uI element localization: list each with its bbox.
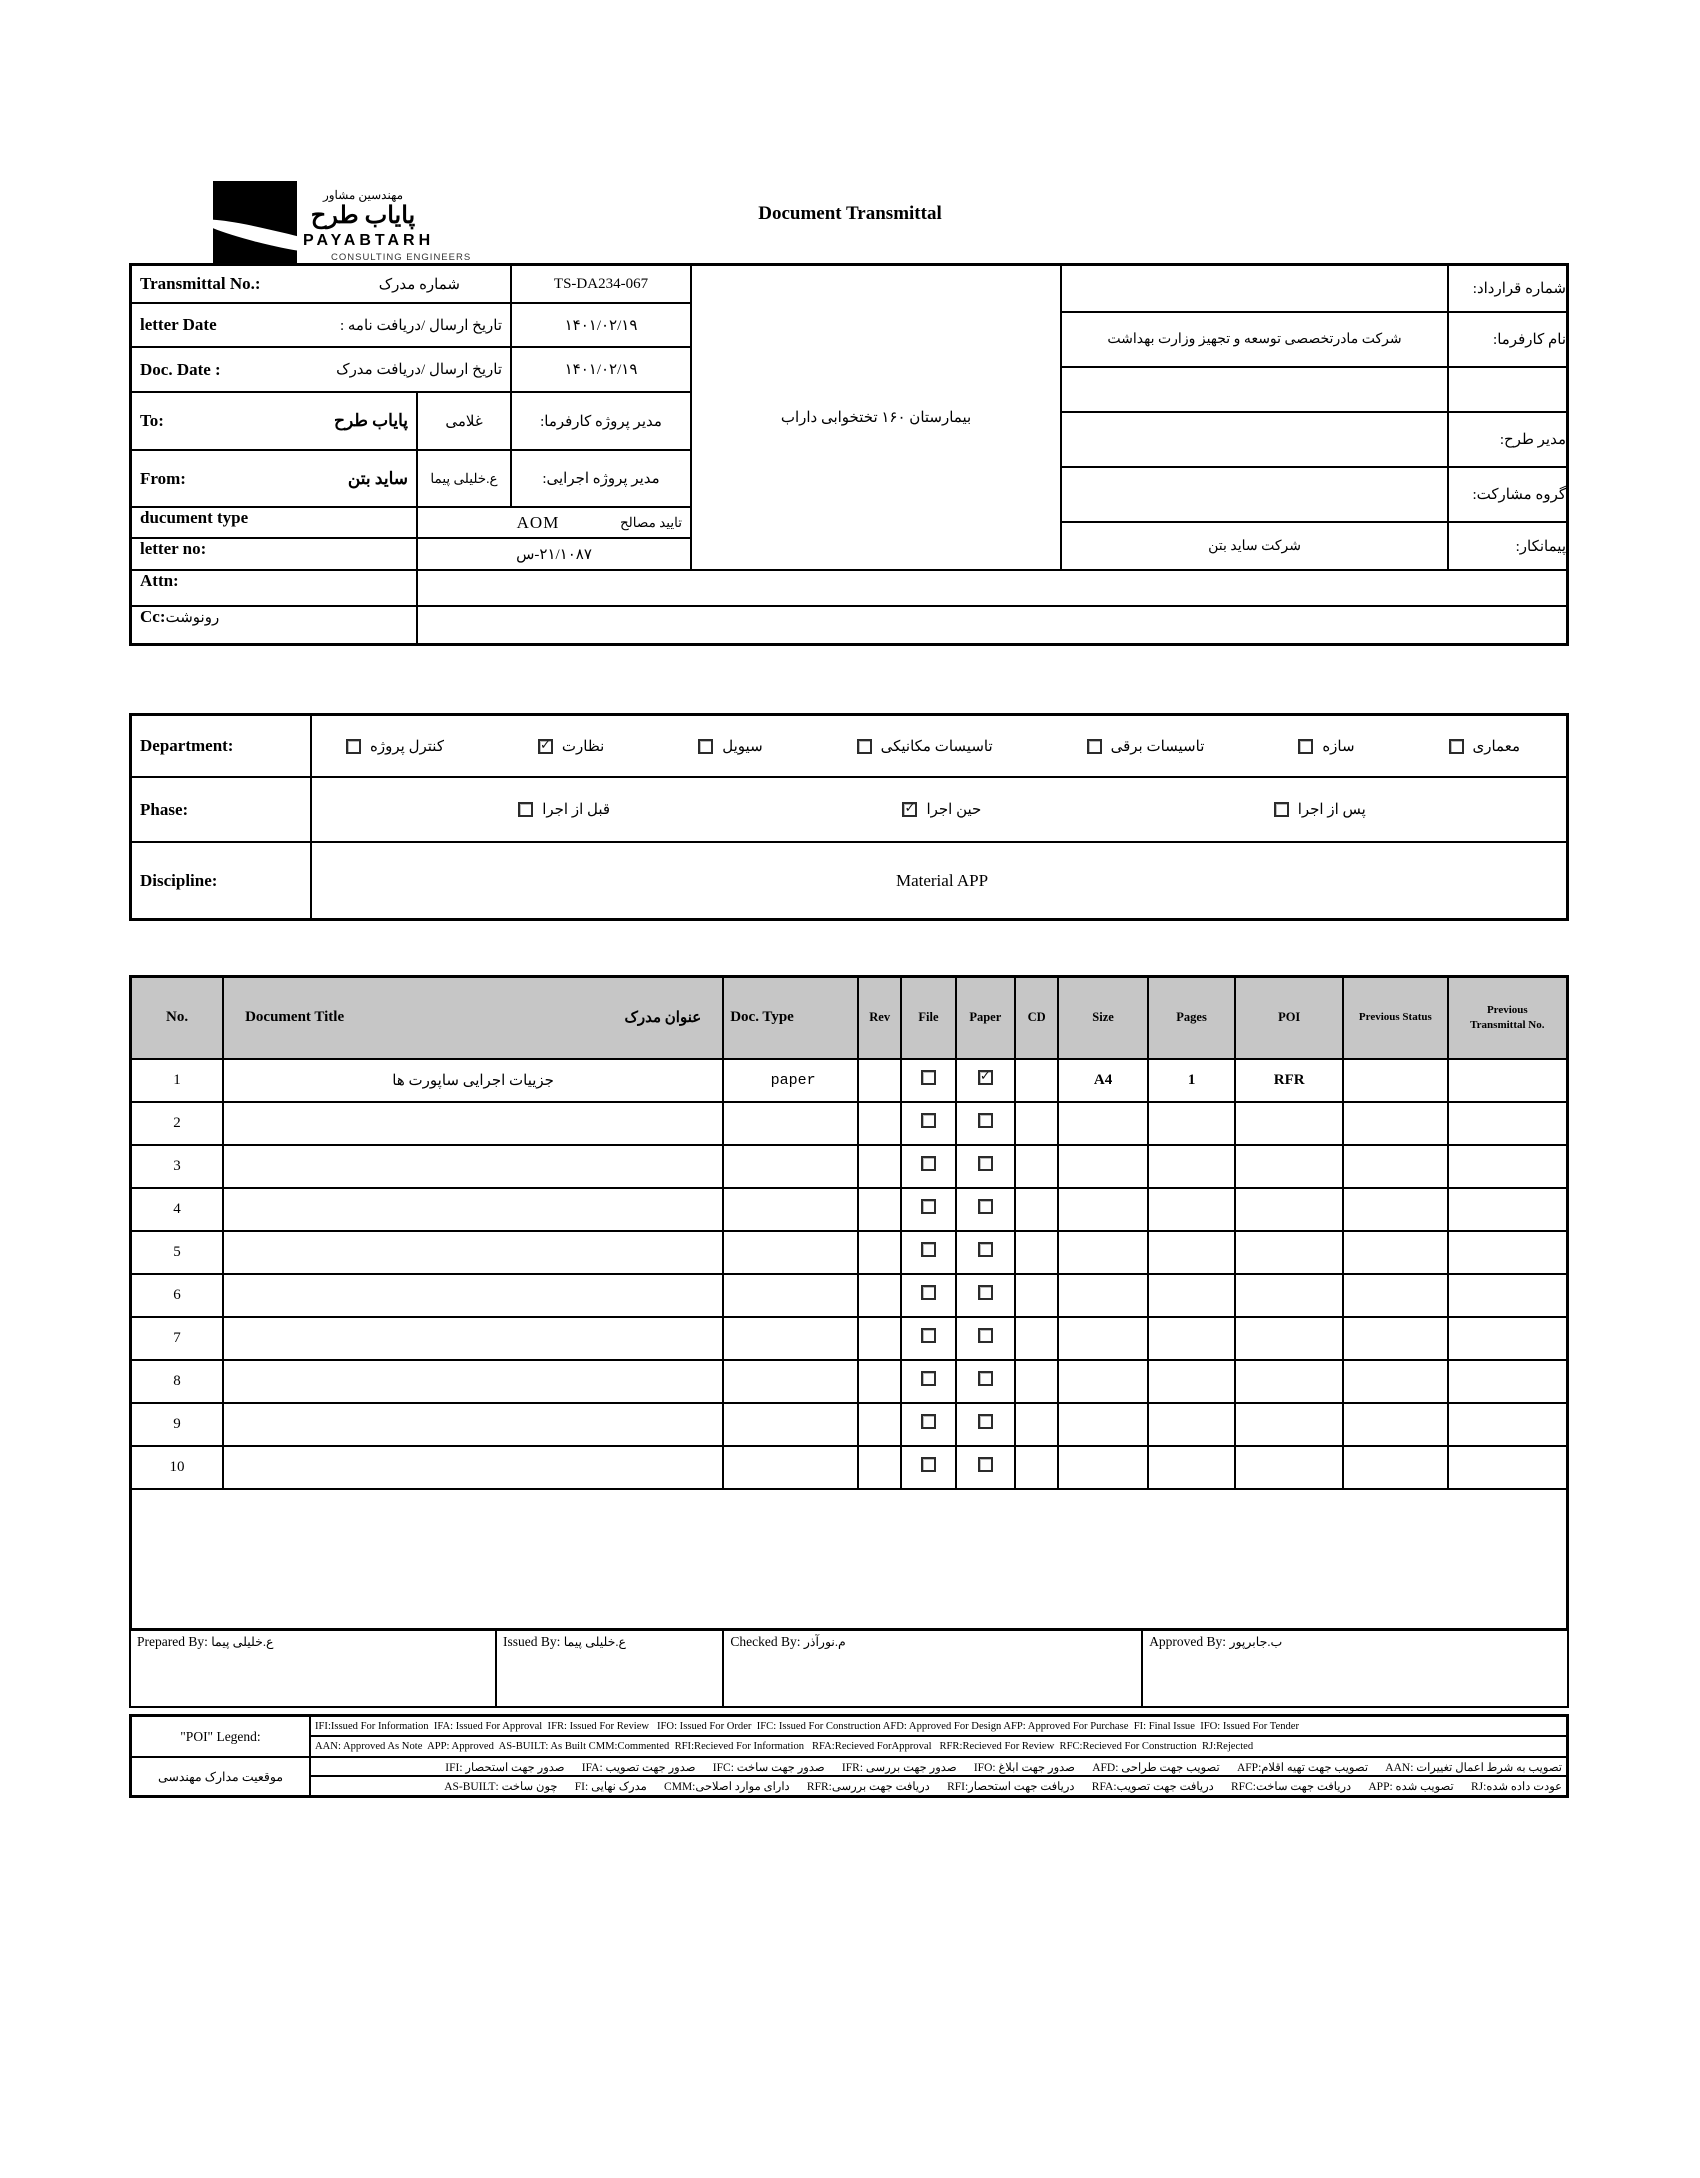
- cell-title: [223, 1360, 723, 1403]
- cell-rev: [858, 1145, 901, 1188]
- cell-pages: [1148, 1145, 1236, 1188]
- cell-doc-type: [723, 1446, 858, 1489]
- document-type-fa: تایید مصالح: [619, 514, 682, 530]
- letter-date-label-cell: [132, 304, 512, 348]
- brand-fa-small: مهندسین مشاور: [322, 188, 404, 202]
- cell-doc-type: [723, 1317, 858, 1360]
- signature-cell-prepared-by: [131, 1630, 497, 1706]
- cell-title: جزییات اجرایی ساپورت ها: [223, 1059, 723, 1102]
- cell-cd: [1015, 1145, 1058, 1188]
- checkbox-department-2[interactable]: [1087, 739, 1102, 754]
- checkbox-file-row-10[interactable]: [921, 1457, 936, 1472]
- table-row: [131, 1231, 1568, 1274]
- header-file: File: [901, 977, 955, 1059]
- cell-no: 2: [131, 1102, 224, 1145]
- from-cell: [132, 451, 418, 508]
- doc-date-label-cell: [132, 348, 512, 393]
- cell-pages: [1148, 1274, 1236, 1317]
- checkbox-file-row-4[interactable]: [921, 1199, 936, 1214]
- transmittal-no-value: TS-DA234-067: [512, 266, 692, 304]
- checkbox-file-row-1[interactable]: [921, 1070, 936, 1085]
- document-type-label-cell: [132, 508, 418, 539]
- signature-cell-checked-by: [724, 1630, 1143, 1706]
- checkbox-phase-0[interactable]: [1274, 802, 1289, 817]
- department-option-label: نظارت: [561, 738, 605, 755]
- cell-no: 1: [131, 1059, 224, 1102]
- checkbox-phase-1[interactable]: [902, 802, 917, 817]
- cell-title: [223, 1102, 723, 1145]
- attn-value-cell: [418, 571, 1569, 607]
- from-label: From:: [140, 468, 186, 488]
- cell-cd: [1015, 1403, 1058, 1446]
- cell-rev: [858, 1102, 901, 1145]
- checkbox-department-0[interactable]: [1449, 739, 1464, 754]
- poi-legend-en-row-1: IFI:Issued For Information IFA: Issued For Approval IFR: Issued For Review IFO: Issued For Order IFC: Issued For Construction AFD: Approved For Design AFP: Approved For Purchase FI: Final Issue IFO: Issued For Tender: [311, 1717, 1566, 1737]
- to-person: غلامی: [418, 393, 512, 451]
- cell-prev-status: [1343, 1403, 1448, 1446]
- signature-name: م.نورآذر: [803, 1635, 846, 1649]
- signature-cell-issued-by: [497, 1630, 724, 1706]
- cell-prev-status: [1343, 1274, 1448, 1317]
- cell-prev-transmittal: [1448, 1188, 1568, 1231]
- checkbox-file-row-7[interactable]: [921, 1328, 936, 1343]
- poi-legend-label: "POI" Legend:: [132, 1717, 311, 1758]
- cell-no: 5: [131, 1231, 224, 1274]
- cell-prev-transmittal: [1448, 1274, 1568, 1317]
- department-options: [312, 716, 1569, 778]
- blank-area-row: [131, 1489, 1568, 1630]
- cell-size: [1058, 1317, 1148, 1360]
- cc-label-fa: رونوشت: [165, 610, 220, 626]
- cell-size: [1058, 1145, 1148, 1188]
- cell-file: [901, 1231, 955, 1274]
- cell-cd: [1015, 1102, 1058, 1145]
- checkbox-paper-row-8[interactable]: [978, 1371, 993, 1386]
- to-role: مدیر پروژه کارفرما:: [512, 393, 692, 451]
- attn-label-cell: [132, 571, 418, 607]
- checkbox-paper-row-10[interactable]: [978, 1457, 993, 1472]
- cell-prev-transmittal: [1448, 1145, 1568, 1188]
- cell-prev-transmittal: [1448, 1231, 1568, 1274]
- cell-title: [223, 1317, 723, 1360]
- cell-poi: [1235, 1145, 1343, 1188]
- cell-prev-status: [1343, 1145, 1448, 1188]
- cell-paper: [956, 1317, 1015, 1360]
- cell-no: 7: [131, 1317, 224, 1360]
- cell-rev: [858, 1317, 901, 1360]
- document-type-value-cell: [418, 508, 692, 539]
- phase-option: [902, 800, 981, 819]
- checkbox-file-row-6[interactable]: [921, 1285, 936, 1300]
- letter-date-label-fa: تاریخ ارسال /دریافت نامه :: [339, 317, 502, 334]
- phase-option: [1274, 800, 1366, 819]
- poi-legend-table: [129, 1714, 1569, 1798]
- cell-title: [223, 1274, 723, 1317]
- document-type-label: ducument type: [140, 508, 249, 527]
- cell-prev-transmittal: [1448, 1317, 1568, 1360]
- cell-size: [1058, 1446, 1148, 1489]
- cell-doc-type: [723, 1102, 858, 1145]
- cell-no: 6: [131, 1274, 224, 1317]
- header-title-fa: عنوان مدرک: [624, 1010, 702, 1027]
- transmittal-info-table: [129, 263, 1569, 646]
- contractor-value: شرکت ساید بتن: [1062, 523, 1449, 571]
- cell-prev-transmittal: [1448, 1446, 1568, 1489]
- cell-doc-type: [723, 1145, 858, 1188]
- cell-title: [223, 1188, 723, 1231]
- cell-prev-status: [1343, 1059, 1448, 1102]
- cell-doc-type: paper: [723, 1059, 858, 1102]
- cell-prev-status: [1343, 1102, 1448, 1145]
- cell-doc-type: [723, 1274, 858, 1317]
- cell-file: [901, 1403, 955, 1446]
- checkbox-department-1[interactable]: [1298, 739, 1313, 754]
- checkbox-file-row-2[interactable]: [921, 1113, 936, 1128]
- design-manager-value: [1062, 413, 1449, 468]
- phase-label: Phase:: [132, 778, 312, 843]
- from-company: ساید بتن: [347, 468, 408, 488]
- empty-row-value: [1062, 368, 1449, 413]
- to-cell: [132, 393, 418, 451]
- classification-table: [129, 713, 1569, 921]
- cell-paper: [956, 1403, 1015, 1446]
- checkbox-file-row-8[interactable]: [921, 1371, 936, 1386]
- cell-file: [901, 1446, 955, 1489]
- header-pages: Pages: [1148, 977, 1236, 1059]
- cell-poi: [1235, 1317, 1343, 1360]
- cell-poi: [1235, 1231, 1343, 1274]
- cell-cd: [1015, 1188, 1058, 1231]
- header-cd: CD: [1015, 977, 1058, 1059]
- discipline-label: Discipline:: [132, 843, 312, 918]
- department-option-label: سازه: [1322, 738, 1355, 755]
- table-row: [131, 1403, 1568, 1446]
- cell-pages: [1148, 1360, 1236, 1403]
- cell-pages: [1148, 1317, 1236, 1360]
- cell-doc-type: [723, 1188, 858, 1231]
- transmittal-no-label-cell: [132, 266, 512, 304]
- header-previous-transmittal: Previous Transmittal No.: [1448, 977, 1568, 1059]
- cell-size: [1058, 1403, 1148, 1446]
- header-title-en: Document Title: [245, 1009, 345, 1026]
- header-doc-type: Doc. Type: [723, 977, 858, 1059]
- checkbox-paper-row-2[interactable]: [978, 1113, 993, 1128]
- checkbox-paper-row-9[interactable]: [978, 1414, 993, 1429]
- signature-label: Issued By:: [502, 1634, 564, 1649]
- client-name-value: شرکت مادرتخصصی توسعه و تجهیز وزارت بهداشت: [1062, 313, 1449, 368]
- cell-file: [901, 1274, 955, 1317]
- cell-title: [223, 1145, 723, 1188]
- checkbox-paper-row-1[interactable]: [978, 1070, 993, 1085]
- transmittal-no-label-fa: شماره مدرک: [378, 276, 460, 293]
- cell-pages: [1148, 1188, 1236, 1231]
- department-option-label: تاسیسات مکانیکی: [880, 738, 993, 755]
- table-row: [131, 1059, 1568, 1102]
- empty-row-label: [1449, 368, 1569, 413]
- cell-paper: [956, 1145, 1015, 1188]
- phase-option-label: پس از اجرا: [1297, 802, 1366, 818]
- cell-cd: [1015, 1059, 1058, 1102]
- cell-prev-status: [1343, 1446, 1448, 1489]
- jv-group-label: گروه مشارکت:: [1449, 468, 1569, 523]
- cell-doc-type: [723, 1360, 858, 1403]
- cell-size: [1058, 1188, 1148, 1231]
- signatures-row: [129, 1628, 1569, 1708]
- header-previous-status: Previous Status: [1343, 977, 1448, 1059]
- cell-paper: [956, 1188, 1015, 1231]
- header-size: Size: [1058, 977, 1148, 1059]
- cell-rev: [858, 1188, 901, 1231]
- cell-title: [223, 1446, 723, 1489]
- cc-label-en: Cc:: [140, 607, 166, 626]
- cell-pages: [1148, 1231, 1236, 1274]
- cell-poi: [1235, 1446, 1343, 1489]
- project-name-cell: بیمارستان ۱۶۰ تختخوابی داراب: [692, 266, 1062, 571]
- contract-no-value: [1062, 266, 1449, 313]
- letter-date-value: ۱۴۰۱/۰۲/۱۹: [512, 304, 692, 348]
- cell-prev-transmittal: [1448, 1059, 1568, 1102]
- cell-cd: [1015, 1317, 1058, 1360]
- table-row: [131, 1360, 1568, 1403]
- cell-poi: [1235, 1360, 1343, 1403]
- cell-doc-type: [723, 1231, 858, 1274]
- cell-prev-transmittal: [1448, 1102, 1568, 1145]
- cell-poi: [1235, 1102, 1343, 1145]
- cell-prev-transmittal: [1448, 1403, 1568, 1446]
- phase-option-label: قبل از اجرا: [542, 802, 611, 818]
- phase-options: [312, 778, 1569, 843]
- cell-file: [901, 1317, 955, 1360]
- cell-cd: [1015, 1360, 1058, 1403]
- cell-prev-status: [1343, 1231, 1448, 1274]
- letter-date-label-en: letter Date: [140, 315, 217, 334]
- doc-date-value: ۱۴۰۱/۰۲/۱۹: [512, 348, 692, 393]
- department-option: [698, 737, 762, 756]
- table-row: [131, 1274, 1568, 1317]
- table-header-row: [131, 977, 1568, 1059]
- cell-title: [223, 1231, 723, 1274]
- to-label: To:: [140, 411, 164, 430]
- signature-label: Approved By:: [1149, 1634, 1230, 1649]
- cell-file: [901, 1188, 955, 1231]
- checkbox-paper-row-4[interactable]: [978, 1199, 993, 1214]
- department-option-label: معماری: [1472, 738, 1520, 755]
- cell-poi: [1235, 1274, 1343, 1317]
- cell-paper: [956, 1446, 1015, 1489]
- checkbox-department-3[interactable]: [857, 739, 872, 754]
- cell-paper: [956, 1274, 1015, 1317]
- cell-size: A4: [1058, 1059, 1148, 1102]
- signature-name: ع.خلیلی پیما: [211, 1635, 274, 1649]
- cell-size: [1058, 1231, 1148, 1274]
- cell-size: [1058, 1102, 1148, 1145]
- contract-no-label: شماره قرارداد:: [1449, 266, 1569, 313]
- cell-pages: [1148, 1102, 1236, 1145]
- attn-label: Attn:: [140, 571, 179, 590]
- cell-doc-type: [723, 1403, 858, 1446]
- phase-option: [518, 800, 610, 819]
- department-option: [538, 737, 604, 756]
- table-row: [131, 1145, 1568, 1188]
- brand-fa-name: پایاب طرح: [310, 203, 416, 229]
- design-manager-label: مدیر طرح:: [1449, 413, 1569, 468]
- checkbox-department-4[interactable]: [698, 739, 713, 754]
- checkbox-paper-row-6[interactable]: [978, 1285, 993, 1300]
- cell-file: [901, 1145, 955, 1188]
- cell-prev-status: [1343, 1317, 1448, 1360]
- checkbox-file-row-3[interactable]: [921, 1156, 936, 1171]
- signature-label: Checked By:: [730, 1634, 804, 1649]
- from-role: مدیر پروژه اجرایی:: [512, 451, 692, 508]
- header-paper: Paper: [956, 977, 1015, 1059]
- phase-option-label: حین اجرا: [926, 802, 982, 818]
- header-poi: POI: [1235, 977, 1343, 1059]
- cell-cd: [1015, 1274, 1058, 1317]
- cell-pages: [1148, 1446, 1236, 1489]
- checkbox-paper-row-5[interactable]: [978, 1242, 993, 1257]
- cell-file: [901, 1102, 955, 1145]
- header-document-title: [223, 977, 723, 1059]
- cell-paper: [956, 1360, 1015, 1403]
- contractor-label: پیمانکار:: [1449, 523, 1569, 571]
- jv-group-value: [1062, 468, 1449, 523]
- blank-area-cell: [131, 1489, 1568, 1630]
- cell-paper: [956, 1059, 1015, 1102]
- department-option: [1298, 737, 1354, 756]
- cell-cd: [1015, 1446, 1058, 1489]
- checkbox-paper-row-3[interactable]: [978, 1156, 993, 1171]
- transmittal-no-label-en: Transmittal No.:: [140, 274, 261, 293]
- cc-value-cell: [418, 607, 1569, 643]
- cell-no: 10: [131, 1446, 224, 1489]
- cell-poi: [1235, 1188, 1343, 1231]
- checkbox-paper-row-7[interactable]: [978, 1328, 993, 1343]
- cell-title: [223, 1403, 723, 1446]
- document-list-table: [129, 975, 1569, 1631]
- checkbox-department-5[interactable]: [538, 739, 553, 754]
- department-option-label: کنترل پروژه: [370, 738, 444, 755]
- client-name-label: نام کارفرما:: [1449, 313, 1569, 368]
- header-rev: Rev: [858, 977, 901, 1059]
- company-brand: [303, 188, 533, 263]
- letter-no-label: letter no:: [140, 539, 207, 558]
- page-title: Document Transmittal: [758, 203, 942, 224]
- checkbox-file-row-9[interactable]: [921, 1414, 936, 1429]
- department-option-label: سیویل: [722, 738, 763, 755]
- letter-no-value: ۲۱/۱۰۸۷-س: [418, 539, 692, 571]
- table-row: [131, 1317, 1568, 1360]
- table-row: [131, 1102, 1568, 1145]
- checkbox-department-6[interactable]: [346, 739, 361, 754]
- discipline-value: Material APP: [895, 870, 989, 890]
- department-option: [1087, 737, 1205, 756]
- header-no: No.: [131, 977, 224, 1059]
- table-row: [131, 1188, 1568, 1231]
- cell-rev: [858, 1274, 901, 1317]
- document-type-value: AOM: [516, 512, 560, 532]
- cell-poi: RFR: [1235, 1059, 1343, 1102]
- cell-rev: [858, 1403, 901, 1446]
- signature-label: Prepared By:: [137, 1634, 212, 1649]
- poi-legend-fa-row-1: تصویب به شرط اعمال تغییرات :AAN تصویب جهت تهیه اقلام:AFP تصویب جهت طراحی :AFD صدور جهت ابلاغ :IFO صدور جهت بررسی :IFR صدور جهت ساخت :IFC صدور جهت تصویب :IFA صدور جهت استحصار :IFI: [311, 1758, 1566, 1777]
- cell-paper: [956, 1102, 1015, 1145]
- checkbox-file-row-5[interactable]: [921, 1242, 936, 1257]
- cell-pages: 1: [1148, 1059, 1236, 1102]
- cell-file: [901, 1059, 955, 1102]
- cell-prev-status: [1343, 1360, 1448, 1403]
- cell-pages: [1148, 1403, 1236, 1446]
- signature-cell-approved-by: [1143, 1630, 1567, 1706]
- department-option: [1449, 737, 1521, 756]
- department-option: [857, 737, 993, 756]
- brand-en-name: PAYABTARH: [303, 232, 435, 250]
- cc-label-cell: [132, 607, 418, 643]
- doc-date-label-en: Doc. Date :: [140, 359, 221, 379]
- cell-no: 9: [131, 1403, 224, 1446]
- brand-en-subtitle: CONSULTING ENGINEERS: [331, 252, 472, 264]
- checkbox-phase-2[interactable]: [518, 802, 533, 817]
- to-company: پایاب طرح: [334, 411, 408, 430]
- cell-rev: [858, 1059, 901, 1102]
- table-row: [131, 1446, 1568, 1489]
- cell-file: [901, 1360, 955, 1403]
- department-option: [346, 737, 444, 756]
- signature-name: ب.جابرپور: [1229, 1635, 1283, 1649]
- cell-prev-status: [1343, 1188, 1448, 1231]
- signature-name: ع.خلیلی پیما: [563, 1635, 626, 1649]
- cell-rev: [858, 1231, 901, 1274]
- cell-no: 8: [131, 1360, 224, 1403]
- doc-date-label-fa: تاریخ ارسال /دریافت مدرک: [336, 362, 502, 378]
- cell-no: 4: [131, 1188, 224, 1231]
- cell-size: [1058, 1274, 1148, 1317]
- letter-no-label-cell: [132, 539, 418, 571]
- department-label: Department:: [132, 716, 312, 778]
- department-option-label: تاسیسات برقی: [1110, 738, 1205, 755]
- cell-size: [1058, 1360, 1148, 1403]
- from-person: ع.خلیلی پیما: [418, 451, 512, 508]
- cell-paper: [956, 1231, 1015, 1274]
- cell-no: 3: [131, 1145, 224, 1188]
- cell-rev: [858, 1360, 901, 1403]
- cell-rev: [858, 1446, 901, 1489]
- poi-legend-fa-row-2: عودت داده شده:RJ تصویب شده :APP دریافت جهت ساخت:RFC دریافت جهت تصویب:RFA دریافت جهت استحصار:RFI دریافت جهت بررسی:RFR دارای موارد اصلاحی:CMM مدرک نهایی :FI چون ساخت :AS-BUILT: [444, 1781, 1562, 1793]
- cell-prev-transmittal: [1448, 1360, 1568, 1403]
- cell-cd: [1015, 1231, 1058, 1274]
- poi-legend-en-row-2: AAN: Approved As Note APP: Approved AS-BUILT: As Built CMM:Commented RFI:Recieved For Information RFA:Recieved ForApproval RFR:Recieved For Review RFC:Recieved For Construction RJ:Rejected: [311, 1737, 1566, 1758]
- engineering-status-label: موقعیت مدارک مهندسی: [132, 1758, 311, 1795]
- cell-poi: [1235, 1403, 1343, 1446]
